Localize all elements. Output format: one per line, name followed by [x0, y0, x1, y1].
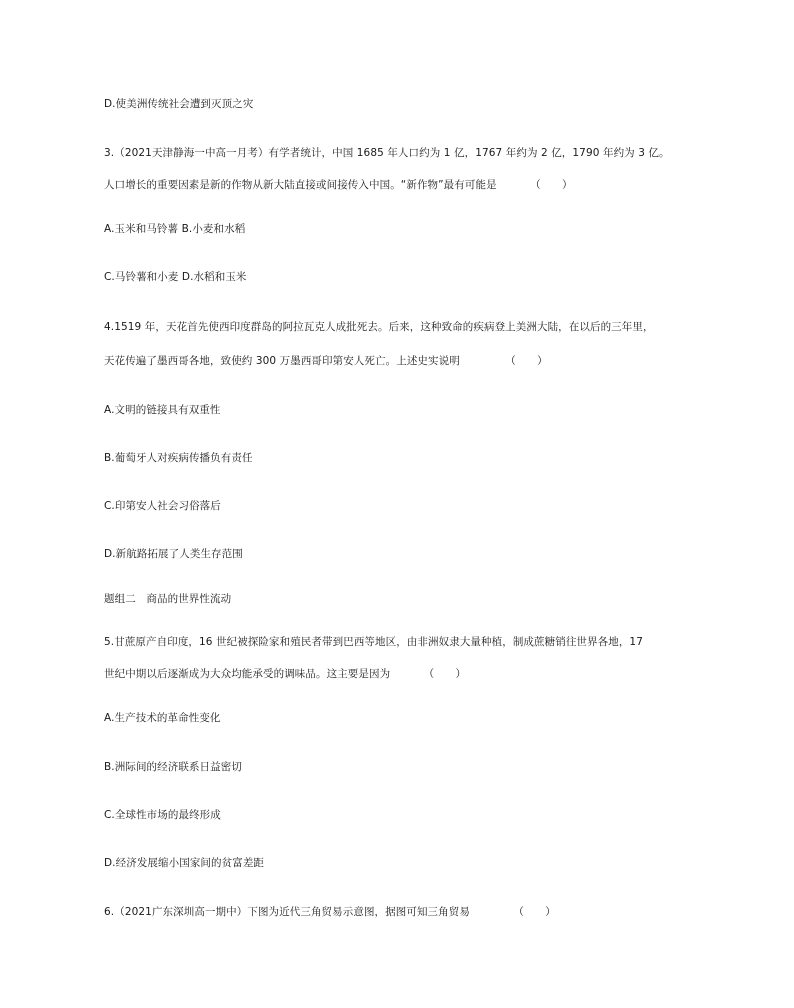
q4-option-c: C.印第安人社会习俗落后: [104, 500, 221, 512]
q5-stem-text: 世纪中期以后逐渐成为大众均能承受的调味品。这主要是因为: [104, 668, 391, 680]
q4-stem-text: 天花传遍了墨西哥各地，致使约 300 万墨西哥印第安人死亡。上述史实说明: [104, 355, 460, 367]
q3-stem-text: 人口增长的重要因素是新的作物从新大陆直接或间接传入中国。“新作物”最有可能是: [104, 179, 497, 191]
q2-option-d: D.使美洲传统社会遭到灭顶之灾: [104, 98, 254, 110]
q6-answer-paren: （ ）: [513, 906, 556, 918]
q5-option-a: A.生产技术的革命性变化: [104, 712, 221, 724]
q5-answer-paren: （ ）: [423, 668, 467, 680]
q6-stem-text: 6.（2021广东深圳高一期中）下图为近代三角贸易示意图，据图可知三角贸易: [104, 906, 470, 918]
q3-answer-paren: （ ）: [530, 179, 573, 191]
q4-stem-line-1: 4.1519 年，天花首先使西印度群岛的阿拉瓦克人成批死去。后来，这种致命的疾病登上美洲大陆，在以后的三年里，: [104, 321, 654, 333]
q6-stem: [104, 905, 556, 919]
q3-options-ab: A.玉米和马铃薯 B.小麦和水稻: [104, 223, 246, 235]
q4-option-b: B.葡萄牙人对疾病传播负有责任: [104, 452, 253, 464]
q4-option-a: A.文明的链接具有双重性: [104, 404, 221, 416]
group2-heading: 题组二 商品的世界性流动: [104, 593, 232, 605]
q5-stem-line-1: 5.甘蔗原产自印度，16 世纪被探险家和殖民者带到巴西等地区，由非洲奴隶大量种植，制成蔗糖销往世界各地，17: [104, 636, 643, 648]
q5-option-b: B.洲际间的经济联系日益密切: [104, 761, 242, 773]
q3-options-cd: C.马铃薯和小麦 D.水稻和玉米: [104, 271, 247, 283]
q4-stem-line-2: [104, 354, 548, 368]
q3-stem-line-1: 3.（2021天津静海一中高一月考）有学者统计，中国 1685 年人口约为 1 亿，1767 年约为 2 亿，1790 年约为 3 亿。: [104, 147, 670, 159]
q4-option-d: D.新航路拓展了人类生存范围: [104, 548, 243, 560]
q5-option-d: D.经济发展缩小国家间的贫富差距: [104, 857, 265, 869]
q5-stem-line-2: [104, 667, 466, 681]
q4-answer-paren: （ ）: [505, 355, 548, 367]
q3-stem-line-2: [104, 178, 573, 192]
q5-option-c: C.全球性市场的最终形成: [104, 809, 221, 821]
